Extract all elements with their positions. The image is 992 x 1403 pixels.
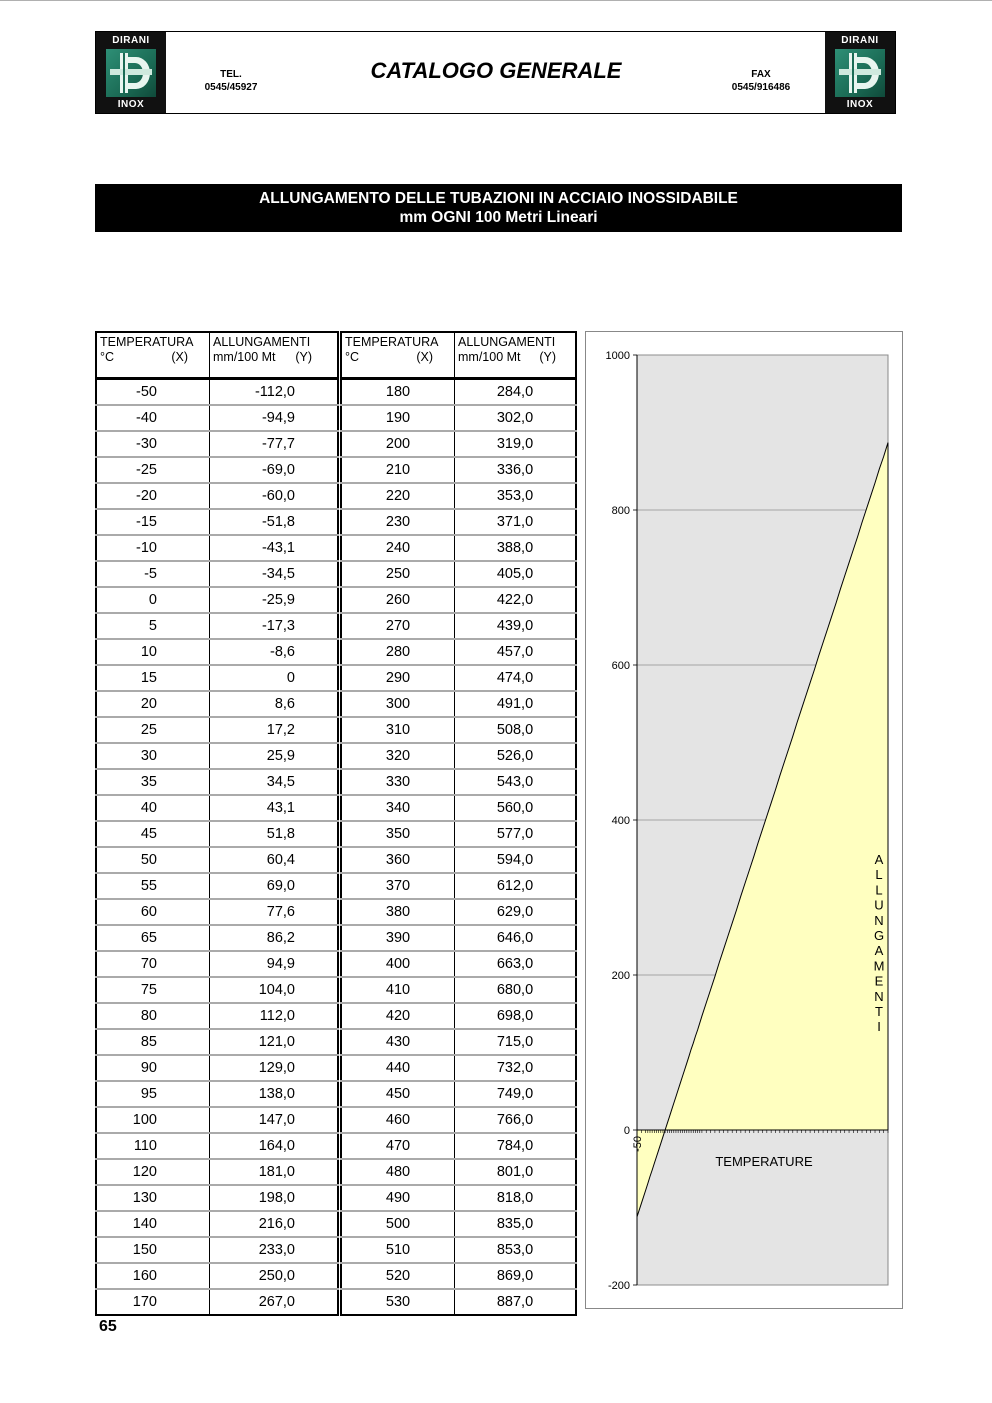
- tel-label: TEL.: [220, 69, 242, 80]
- elongation-cell: 439,0: [455, 613, 577, 639]
- temperature-cell: 440: [341, 1055, 455, 1081]
- y-tick-label: -200: [607, 1280, 630, 1292]
- elongation-cell: 371,0: [455, 509, 577, 535]
- temperature-cell: 420: [341, 1003, 455, 1029]
- elongation-cell: 887,0: [496, 1294, 534, 1310]
- elongation-unit: mm/100 Mt: [213, 350, 276, 364]
- table-row: [96, 665, 338, 691]
- table-row: [96, 1159, 338, 1185]
- elongation-chart: [585, 331, 903, 1309]
- temperature-cell: 230: [341, 509, 455, 535]
- y-axis-label-letter: M: [873, 958, 885, 974]
- elongation-cell: 698,0: [455, 1003, 577, 1029]
- elongation-header: [210, 332, 339, 379]
- table-row: [341, 1263, 576, 1289]
- temperature-cell: 160: [96, 1263, 210, 1289]
- table-row: [341, 821, 576, 847]
- elongation-cell: 129,0: [210, 1055, 339, 1081]
- elongation-cell: 405,0: [455, 561, 577, 587]
- x-axis-label: TEMPERATURE: [715, 1154, 813, 1169]
- temperature-cell: 330: [341, 769, 455, 795]
- table-row: [96, 1237, 338, 1263]
- temperature-cell: 130: [96, 1185, 210, 1211]
- table-row: [341, 873, 576, 899]
- elongation-chart-svg: [586, 332, 904, 1310]
- temperature-cell: -5: [96, 561, 210, 587]
- table-row: [341, 1055, 576, 1081]
- elongation-cell: 835,0: [455, 1211, 577, 1237]
- elongation-cell: -112,0: [210, 379, 339, 406]
- table-row: [96, 795, 338, 821]
- table-row: [96, 405, 338, 431]
- elongation-cell: 112,0: [210, 1003, 339, 1029]
- temperature-cell: 80: [96, 1003, 210, 1029]
- elongation-cell: 680,0: [455, 977, 577, 1003]
- elongation-cell: 474,0: [455, 665, 577, 691]
- temperature-cell: 20: [96, 691, 210, 717]
- dirani-logo-right: [825, 32, 895, 113]
- elongation-cell: 457,0: [455, 639, 577, 665]
- elongation-cell: 766,0: [455, 1107, 577, 1133]
- elongation-header-title: ALLUNGAMENTI: [458, 335, 556, 349]
- elongation-cell: -17,3: [210, 613, 339, 639]
- temperature-cell: 5: [96, 613, 210, 639]
- table-row: [341, 639, 576, 665]
- table-row: [341, 795, 576, 821]
- temperature-cell: 490: [341, 1185, 455, 1211]
- y-axis-label-letter: E: [874, 973, 884, 989]
- table-row: [96, 899, 338, 925]
- elongation-cell: 543,0: [455, 769, 577, 795]
- table-row: [341, 457, 576, 483]
- table-row: [96, 1055, 338, 1081]
- y-axis-label-letter: L: [875, 882, 883, 898]
- temperature-header-title: TEMPERATURA: [100, 335, 194, 349]
- elongation-cell: 508,0: [455, 717, 577, 743]
- elongation-cell: -77,7: [210, 431, 339, 457]
- elongation-cell: 526,0: [455, 743, 577, 769]
- temperature-cell: 270: [341, 613, 455, 639]
- dirani-logo-left: [96, 32, 166, 113]
- temperature-cell: 40: [96, 795, 210, 821]
- elongation-cell: 164,0: [210, 1133, 339, 1159]
- table-row: [341, 379, 576, 406]
- temperature-cell: 430: [341, 1029, 455, 1055]
- temperature-cell: 220: [341, 483, 455, 509]
- table-row: [96, 925, 338, 951]
- temperature-header: [96, 332, 210, 379]
- temperature-unit: °C: [100, 350, 115, 364]
- dirani-logo-mark-icon: [106, 49, 156, 97]
- elongation-cell: 629,0: [455, 899, 577, 925]
- temperature-cell: 380: [341, 899, 455, 925]
- table-row: [341, 483, 576, 509]
- temperature-cell: 410: [341, 977, 455, 1003]
- temperature-cell: 150: [96, 1237, 210, 1263]
- temperature-cell: 260: [341, 587, 455, 613]
- elongation-cell: 250,0: [210, 1263, 339, 1289]
- temperature-cell: 240: [341, 535, 455, 561]
- temperature-cell: 140: [96, 1211, 210, 1237]
- temperature-cell: 30: [96, 743, 210, 769]
- table-row: [341, 613, 576, 639]
- banner-line-1: ALLUNGAMENTO DELLE TUBAZIONI IN ACCIAIO INOSSIDABILE: [259, 190, 738, 207]
- temperature-cell: 55: [96, 873, 210, 899]
- temperature-cell: 280: [341, 639, 455, 665]
- temperature-unit: °C: [345, 350, 360, 364]
- y-axis-label-letter: G: [873, 928, 885, 943]
- table-row: [341, 769, 576, 795]
- temperature-cell: 450: [341, 1081, 455, 1107]
- table-row: [341, 847, 576, 873]
- temperature-cell: 250: [341, 561, 455, 587]
- temperature-cell: 45: [96, 821, 210, 847]
- y-axis-label-letter: U: [874, 897, 884, 913]
- elongation-cell: 43,1: [210, 795, 339, 821]
- logo-brand-top: DIRANI: [112, 35, 150, 46]
- temperature-cell: 0: [96, 587, 210, 613]
- elongation-cell: 267,0: [258, 1294, 295, 1310]
- catalog-title: CATALOGO GENERALE: [370, 58, 622, 83]
- table-row: [96, 873, 338, 899]
- table-row: [96, 457, 338, 483]
- temperature-cell: 480: [341, 1159, 455, 1185]
- y-tick-label: 0: [623, 1125, 630, 1137]
- elongation-header-title: ALLUNGAMENTI: [213, 335, 311, 349]
- table-row: [96, 1185, 338, 1211]
- temperature-cell: 320: [341, 743, 455, 769]
- elongation-cell: 853,0: [455, 1237, 577, 1263]
- y-axis-label-letter: N: [874, 988, 884, 1004]
- temperature-cell: 470: [341, 1133, 455, 1159]
- page-number: 65: [99, 1318, 117, 1335]
- elongation-cell: 612,0: [455, 873, 577, 899]
- elongation-cell: 8,6: [210, 691, 339, 717]
- table-row: [341, 1003, 576, 1029]
- elongation-cell: 818,0: [455, 1185, 577, 1211]
- elongation-cell: 422,0: [455, 587, 577, 613]
- table-row: [96, 1081, 338, 1107]
- elongation-cell: 336,0: [455, 457, 577, 483]
- temperature-cell: -50: [96, 379, 210, 406]
- elongation-axis: (Y): [539, 350, 556, 364]
- elongation-cell: 17,2: [210, 717, 339, 743]
- top-rule: [0, 0, 992, 1]
- elongation-cell: -8,6: [210, 639, 339, 665]
- table-row: [96, 483, 338, 509]
- table-row: [96, 431, 338, 457]
- elongation-cell: 560,0: [455, 795, 577, 821]
- temperature-cell: 60: [96, 899, 210, 925]
- elongation-cell: 801,0: [455, 1159, 577, 1185]
- elongation-cell: 646,0: [455, 925, 577, 951]
- temperature-cell: 120: [96, 1159, 210, 1185]
- temperature-cell: 500: [341, 1211, 455, 1237]
- temperature-cell: 300: [341, 691, 455, 717]
- elongation-cell: -60,0: [210, 483, 339, 509]
- table-row: [96, 691, 338, 717]
- temperature-cell: 340: [341, 795, 455, 821]
- temperature-cell: -25: [96, 457, 210, 483]
- temperature-axis: (X): [171, 350, 188, 364]
- temperature-cell: -30: [96, 431, 210, 457]
- table-row: [341, 743, 576, 769]
- table-row: [96, 717, 338, 743]
- y-axis-label-letter: T: [875, 1004, 883, 1019]
- elongation-cell: -25,9: [210, 587, 339, 613]
- temperature-cell: 95: [96, 1081, 210, 1107]
- elongation-cell: 77,6: [210, 899, 339, 925]
- temperature-cell: 210: [341, 457, 455, 483]
- elongation-cell: 663,0: [455, 951, 577, 977]
- logo-brand-top: DIRANI: [841, 35, 879, 46]
- table-row: [341, 717, 576, 743]
- table-row: [96, 587, 338, 613]
- banner-line-2: mm OGNI 100 Metri Lineari: [399, 209, 598, 226]
- elongation-cell: 233,0: [210, 1237, 339, 1263]
- elongation-cell: 147,0: [210, 1107, 339, 1133]
- table-row: [96, 743, 338, 769]
- temperature-cell: 390: [341, 925, 455, 951]
- table-row: [341, 405, 576, 431]
- elongation-cell: 69,0: [210, 873, 339, 899]
- tel-block: [191, 68, 271, 94]
- elongation-cell: 869,0: [455, 1263, 577, 1289]
- temperature-cell: 200: [341, 431, 455, 457]
- elongation-cell: 784,0: [455, 1133, 577, 1159]
- table-row: [341, 431, 576, 457]
- y-axis-label-letter: A: [874, 852, 884, 867]
- tel-number: 0545/45927: [204, 82, 258, 93]
- temperature-cell: 530: [341, 1289, 455, 1315]
- table-row: [96, 1107, 338, 1133]
- table-row: [341, 1133, 576, 1159]
- table-row: [96, 1003, 338, 1029]
- table-row: [96, 639, 338, 665]
- elongation-cell: 25,9: [210, 743, 339, 769]
- y-tick-label: 800: [611, 505, 630, 517]
- temperature-cell: 370: [341, 873, 455, 899]
- table-row: [341, 899, 576, 925]
- table-row: [341, 509, 576, 535]
- temperature-axis: (X): [416, 350, 433, 364]
- temperature-cell: 190: [341, 405, 455, 431]
- elongation-cell: 0: [210, 665, 339, 691]
- temperature-cell: 400: [341, 951, 455, 977]
- elongation-cell: 216,0: [210, 1211, 339, 1237]
- elongation-table-left: [95, 331, 339, 1316]
- temperature-header-title: TEMPERATURA: [345, 335, 439, 349]
- logo-brand-bottom: INOX: [846, 99, 874, 110]
- fax-number: 0545/916486: [731, 82, 791, 93]
- temperature-cell: 520: [341, 1263, 455, 1289]
- table-row: [341, 665, 576, 691]
- y-tick-label: 1000: [605, 350, 630, 362]
- table-row: [341, 1211, 576, 1237]
- temperature-cell: 170: [96, 1289, 210, 1315]
- table-row: [96, 1211, 338, 1237]
- table-row: [96, 535, 338, 561]
- temperature-header: [341, 332, 455, 379]
- temperature-cell: -10: [96, 535, 210, 561]
- dirani-logo-mark-icon: [835, 49, 885, 97]
- elongation-cell: 577,0: [455, 821, 577, 847]
- table-row: [341, 535, 576, 561]
- temperature-cell: 50: [96, 847, 210, 873]
- table-row: [341, 1289, 576, 1315]
- section-banner: [95, 184, 902, 232]
- table-row: [341, 1237, 576, 1263]
- table-row: [341, 1185, 576, 1211]
- y-axis-label-letter: L: [875, 867, 883, 883]
- table-row: [96, 847, 338, 873]
- elongation-cell: 284,0: [455, 379, 577, 406]
- table-row: [96, 977, 338, 1003]
- temperature-cell: -15: [96, 509, 210, 535]
- temperature-cell: 110: [96, 1133, 210, 1159]
- elongation-unit: mm/100 Mt: [458, 350, 521, 364]
- table-row: [341, 925, 576, 951]
- temperature-cell: 10: [96, 639, 210, 665]
- table-row: [96, 1133, 338, 1159]
- table-row: [96, 561, 338, 587]
- elongation-cell: 388,0: [455, 535, 577, 561]
- y-tick-label: 200: [611, 970, 630, 982]
- temperature-cell: 15: [96, 665, 210, 691]
- temperature-cell: 360: [341, 847, 455, 873]
- table-row: [96, 769, 338, 795]
- elongation-cell: 491,0: [455, 691, 577, 717]
- elongation-cell: -51,8: [210, 509, 339, 535]
- table-row: [96, 821, 338, 847]
- table-row: [341, 1029, 576, 1055]
- elongation-cell: 732,0: [455, 1055, 577, 1081]
- y-axis-label-letter: A: [874, 943, 884, 959]
- elongation-cell: 60,4: [210, 847, 339, 873]
- temperature-cell: 70: [96, 951, 210, 977]
- elongation-cell: 181,0: [210, 1159, 339, 1185]
- table-row: [341, 1159, 576, 1185]
- table-row: [96, 509, 338, 535]
- elongation-cell: 594,0: [455, 847, 577, 873]
- x-tick-label: -50: [632, 1136, 644, 1152]
- temperature-cell: -40: [96, 405, 210, 431]
- fax-block: [721, 68, 801, 94]
- temperature-cell: 65: [96, 925, 210, 951]
- table-row: [96, 1029, 338, 1055]
- temperature-cell: 25: [96, 717, 210, 743]
- temperature-cell: 460: [341, 1107, 455, 1133]
- table-row: [96, 1263, 338, 1289]
- temperature-cell: 100: [96, 1107, 210, 1133]
- elongation-cell: 302,0: [455, 405, 577, 431]
- temperature-cell: 510: [341, 1237, 455, 1263]
- elongation-cell: -43,1: [210, 535, 339, 561]
- temperature-cell: 90: [96, 1055, 210, 1081]
- temperature-cell: 180: [341, 379, 455, 406]
- elongation-cell: 138,0: [210, 1081, 339, 1107]
- table-row: [96, 1289, 338, 1315]
- temperature-cell: 75: [96, 977, 210, 1003]
- elongation-cell: 353,0: [455, 483, 577, 509]
- table-row: [341, 1107, 576, 1133]
- elongation-cell: 34,5: [210, 769, 339, 795]
- table-row: [341, 691, 576, 717]
- elongation-cell: 749,0: [455, 1081, 577, 1107]
- table-row: [341, 561, 576, 587]
- elongation-table-right: [340, 331, 577, 1316]
- temperature-cell: 85: [96, 1029, 210, 1055]
- elongation-cell: -69,0: [210, 457, 339, 483]
- elongation-cell: 121,0: [210, 1029, 339, 1055]
- elongation-cell: 104,0: [210, 977, 339, 1003]
- y-tick-label: 600: [611, 660, 630, 672]
- logo-brand-bottom: INOX: [117, 99, 145, 110]
- elongation-cell: 94,9: [210, 951, 339, 977]
- temperature-cell: -20: [96, 483, 210, 509]
- elongation-cell: 198,0: [210, 1185, 339, 1211]
- fax-label: FAX: [751, 69, 771, 80]
- y-axis-label-letter: N: [874, 912, 884, 928]
- elongation-axis: (Y): [295, 350, 312, 364]
- table-row: [341, 1081, 576, 1107]
- table-row: [96, 951, 338, 977]
- table-row: [96, 379, 338, 406]
- table-row: [341, 587, 576, 613]
- elongation-header: [455, 332, 577, 379]
- temperature-cell: 290: [341, 665, 455, 691]
- temperature-cell: 350: [341, 821, 455, 847]
- temperature-cell: 310: [341, 717, 455, 743]
- temperature-cell: 35: [96, 769, 210, 795]
- elongation-cell: 86,2: [210, 925, 339, 951]
- y-tick-label: 400: [611, 815, 630, 827]
- catalog-header: [95, 31, 896, 114]
- elongation-cell: 51,8: [210, 821, 339, 847]
- y-axis-label-letter: I: [877, 1019, 881, 1035]
- table-row: [341, 951, 576, 977]
- table-row: [96, 613, 338, 639]
- elongation-cell: -34,5: [210, 561, 339, 587]
- elongation-cell: -94,9: [210, 405, 339, 431]
- elongation-cell: 715,0: [455, 1029, 577, 1055]
- table-row: [341, 977, 576, 1003]
- elongation-cell: 319,0: [455, 431, 577, 457]
